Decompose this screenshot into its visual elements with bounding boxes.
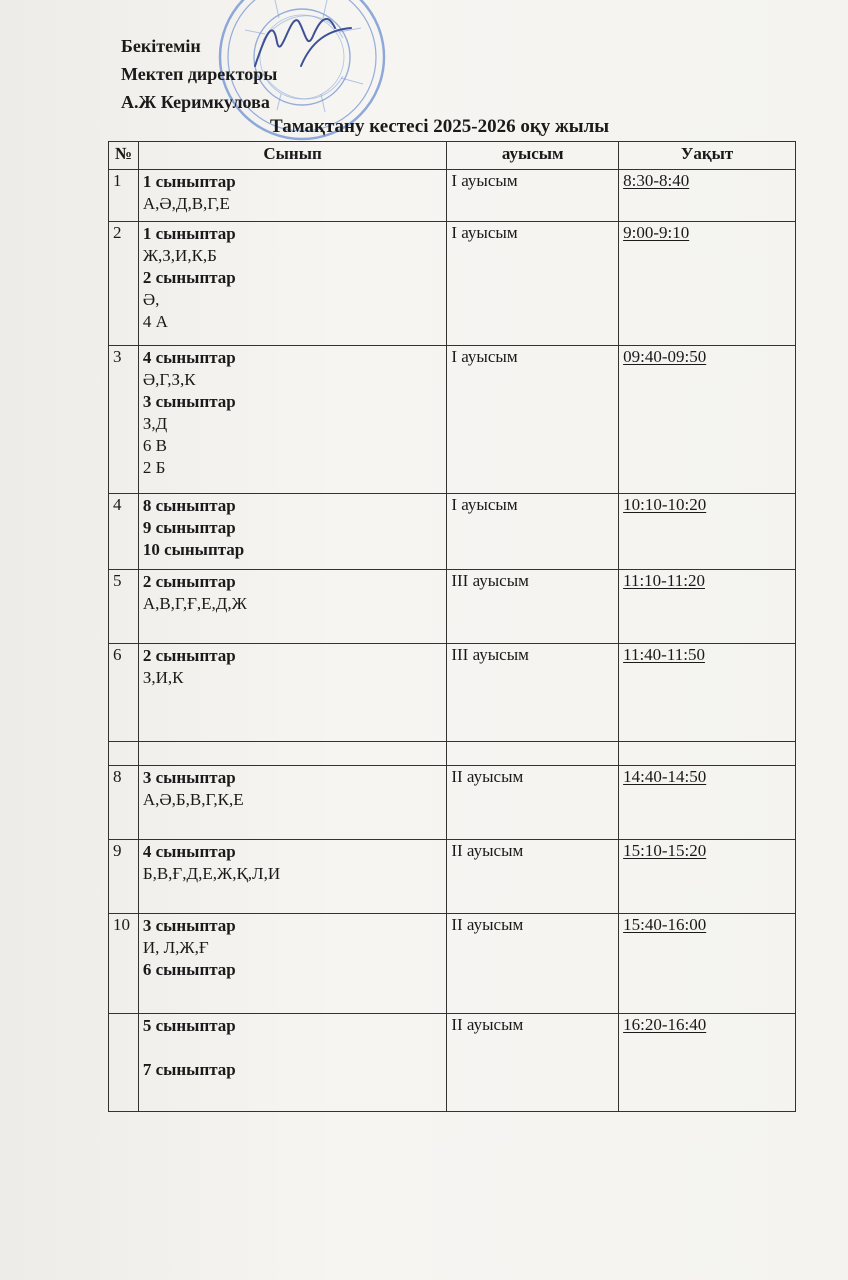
- cell-number: 10: [109, 914, 139, 1014]
- cell-shift: II ауысым: [447, 840, 619, 914]
- cell-classes: [138, 644, 447, 742]
- header-shift: ауысым: [447, 142, 619, 170]
- cell-time: [619, 570, 796, 644]
- table-body: [109, 170, 796, 1112]
- cell-classes: [138, 494, 447, 570]
- approval-line-approve: Бекітемін: [121, 36, 201, 56]
- class-letters: И, Л,Ж,Ғ: [142, 938, 209, 957]
- cell-number: 8: [109, 766, 139, 840]
- class-group-title: 4 сыныптар: [142, 348, 236, 367]
- cell-classes: [138, 570, 447, 644]
- class-group-title: 8 сыныптар: [142, 496, 236, 515]
- table-row: [109, 222, 796, 346]
- cell-time: [619, 644, 796, 742]
- class-group-title: 2 сыныптар: [142, 572, 236, 591]
- class-group-title: 7 сыныптар: [142, 1060, 236, 1079]
- cell-shift: [447, 742, 619, 766]
- cell-time: [619, 840, 796, 914]
- cell-shift: II ауысым: [447, 1014, 619, 1112]
- time-value: 14:40-14:50: [623, 767, 707, 786]
- class-group-title: 9 сыныптар: [142, 518, 236, 537]
- cell-time: [619, 914, 796, 1014]
- cell-classes: [138, 840, 447, 914]
- class-letters: З,И,К: [142, 668, 184, 687]
- cell-number: 5: [109, 570, 139, 644]
- header-class: Сынып: [138, 142, 447, 170]
- class-letters: 2 Б: [142, 458, 166, 477]
- time-value: 9:00-9:10: [623, 223, 690, 242]
- class-letters: 4 А: [142, 312, 168, 331]
- cell-shift: I ауысым: [447, 222, 619, 346]
- document-title: Тамақтану кестесі 2025-2026 оқу жылы: [270, 116, 610, 137]
- cell-shift: I ауысым: [447, 494, 619, 570]
- cell-number: 1: [109, 170, 139, 222]
- cell-shift: II ауысым: [447, 766, 619, 840]
- cell-time: [619, 494, 796, 570]
- cell-shift: I ауысым: [447, 170, 619, 222]
- cell-classes: [138, 742, 447, 766]
- cell-number: [109, 742, 139, 766]
- class-group-title: 2 сыныптар: [142, 268, 236, 287]
- table-row: [109, 766, 796, 840]
- class-letters: А,Ә,Д,В,Г,Е: [142, 194, 230, 213]
- table-row: [109, 742, 796, 766]
- cell-number: [109, 1014, 139, 1112]
- approval-line-position: Мектеп директоры: [121, 64, 278, 84]
- class-group-title: [143, 1037, 443, 1059]
- cell-time: [619, 170, 796, 222]
- table-row: [109, 1014, 796, 1112]
- cell-number: 3: [109, 346, 139, 494]
- header-number: №: [109, 142, 139, 170]
- cell-classes: [138, 1014, 447, 1112]
- cell-number: 9: [109, 840, 139, 914]
- class-letters: Б,В,Ғ,Д,Е,Ж,Қ,Л,И: [142, 864, 281, 883]
- time-value: 10:10-10:20: [623, 495, 707, 514]
- cell-number: 2: [109, 222, 139, 346]
- meal-schedule-table: [108, 141, 796, 1112]
- table-row: [109, 840, 796, 914]
- time-value: 11:40-11:50: [623, 645, 705, 664]
- table-row: [109, 346, 796, 494]
- time-value: 09:40-09:50: [623, 347, 707, 366]
- cell-number: 6: [109, 644, 139, 742]
- class-group-title: 1 сыныптар: [142, 224, 236, 243]
- cell-shift: I ауысым: [447, 346, 619, 494]
- cell-number: 4: [109, 494, 139, 570]
- table-row: [109, 494, 796, 570]
- class-letters: Ә,Г,З,К: [142, 370, 196, 389]
- cell-time: [619, 742, 796, 766]
- cell-time: [619, 1014, 796, 1112]
- table-row: [109, 644, 796, 742]
- table-row: [109, 170, 796, 222]
- cell-classes: [138, 170, 447, 222]
- cell-shift: III ауысым: [447, 644, 619, 742]
- cell-time: [619, 346, 796, 494]
- cell-classes: [138, 766, 447, 840]
- cell-shift: III ауысым: [447, 570, 619, 644]
- time-value: 15:10-15:20: [623, 841, 707, 860]
- class-group-title: 3 сыныптар: [142, 916, 236, 935]
- class-group-title: 6 сыныптар: [142, 960, 236, 979]
- class-group-title: 2 сыныптар: [142, 646, 236, 665]
- time-value: 8:30-8:40: [623, 171, 690, 190]
- class-group-title: 3 сыныптар: [142, 392, 236, 411]
- cell-classes: [138, 222, 447, 346]
- class-letters: З,Д: [142, 414, 168, 433]
- cell-shift: II ауысым: [447, 914, 619, 1014]
- time-value: 15:40-16:00: [623, 915, 707, 934]
- class-letters: 6 В: [142, 436, 167, 455]
- class-letters: Ж,З,И,К,Б: [142, 246, 217, 265]
- approval-line-name: А.Ж Керимкулова: [121, 92, 270, 112]
- cell-time: [619, 222, 796, 346]
- cell-classes: [138, 914, 447, 1014]
- class-letters: А,В,Г,Ғ,Е,Д,Ж: [142, 594, 247, 613]
- class-letters: А,Ә,Б,В,Г,К,Е: [142, 790, 244, 809]
- class-letters: Ә,: [142, 290, 160, 309]
- class-group-title: 10 сыныптар: [142, 540, 245, 559]
- header-time: Уақыт: [619, 142, 796, 170]
- class-group-title: 3 сыныптар: [142, 768, 236, 787]
- class-group-title: 4 сыныптар: [142, 842, 236, 861]
- cell-classes: [138, 346, 447, 494]
- table-header-row: [109, 142, 796, 170]
- table-row: [109, 570, 796, 644]
- class-group-title: 5 сыныптар: [142, 1016, 236, 1035]
- table-row: [109, 914, 796, 1014]
- time-value: 11:10-11:20: [623, 571, 705, 590]
- time-value: 16:20-16:40: [623, 1015, 707, 1034]
- cell-time: [619, 766, 796, 840]
- approval-block: [121, 32, 277, 116]
- class-group-title: 1 сыныптар: [142, 172, 236, 191]
